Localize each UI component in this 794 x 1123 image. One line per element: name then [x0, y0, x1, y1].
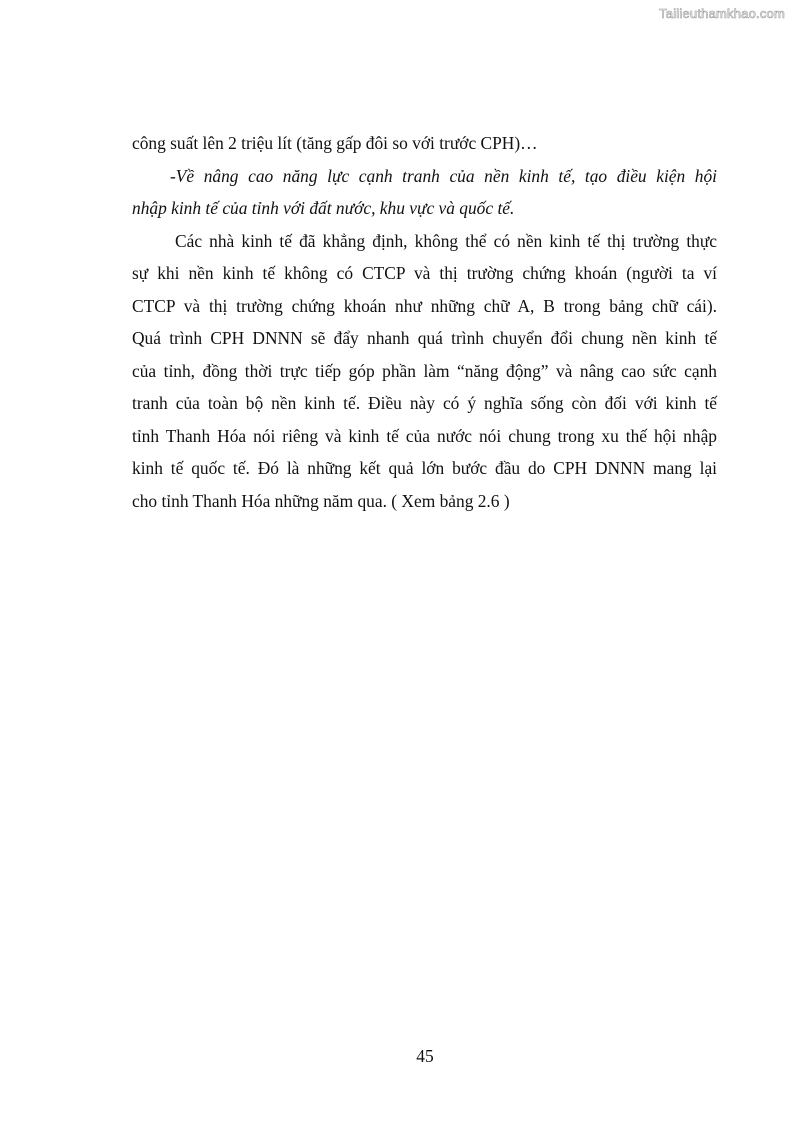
italic-heading-line: nhập kinh tế của tỉnh với đất nước, khu vực và quốc tế.: [132, 198, 515, 218]
text-line: tranh của toàn bộ nền kinh tế. Điều này có ý nghĩa sống còn đối với kinh tế: [132, 393, 717, 413]
text-line: kinh tế quốc tế. Đó là những kết quả lớn bước đầu do CPH DNNN mang lại: [132, 458, 717, 478]
text-line: sự khi nền kinh tế không có CTCP và thị trường chứng khoán (người ta ví: [132, 263, 717, 283]
paragraph-first-line: Các nhà kinh tế đã khẳng định, không thể có nền kinh tế thị trường thực: [175, 231, 717, 251]
page-number: 45: [416, 1046, 434, 1066]
text-line: CTCP và thị trường chứng khoán như những chữ A, B trong bảng chữ cái).: [132, 296, 717, 316]
text-line: công suất lên 2 triệu lít (tăng gấp đôi so với trước CPH)…: [132, 133, 538, 153]
text-line: của tỉnh, đồng thời trực tiếp góp phần làm “năng động” và nâng cao sức cạnh: [132, 361, 717, 381]
text-line: cho tỉnh Thanh Hóa những năm qua. ( Xem bảng 2.6 ): [132, 491, 510, 511]
italic-heading-line: -Về nâng cao năng lực cạnh tranh của nền kinh tế, tạo điều kiện hội: [170, 166, 717, 186]
text-line: Quá trình CPH DNNN sẽ đẩy nhanh quá trình chuyển đổi chung nền kinh tế: [132, 328, 717, 348]
watermark: Tailieuthamkhao.com: [659, 6, 785, 21]
text-line: tỉnh Thanh Hóa nói riêng và kinh tế của nước nói chung trong xu thế hội nhập: [132, 426, 717, 446]
